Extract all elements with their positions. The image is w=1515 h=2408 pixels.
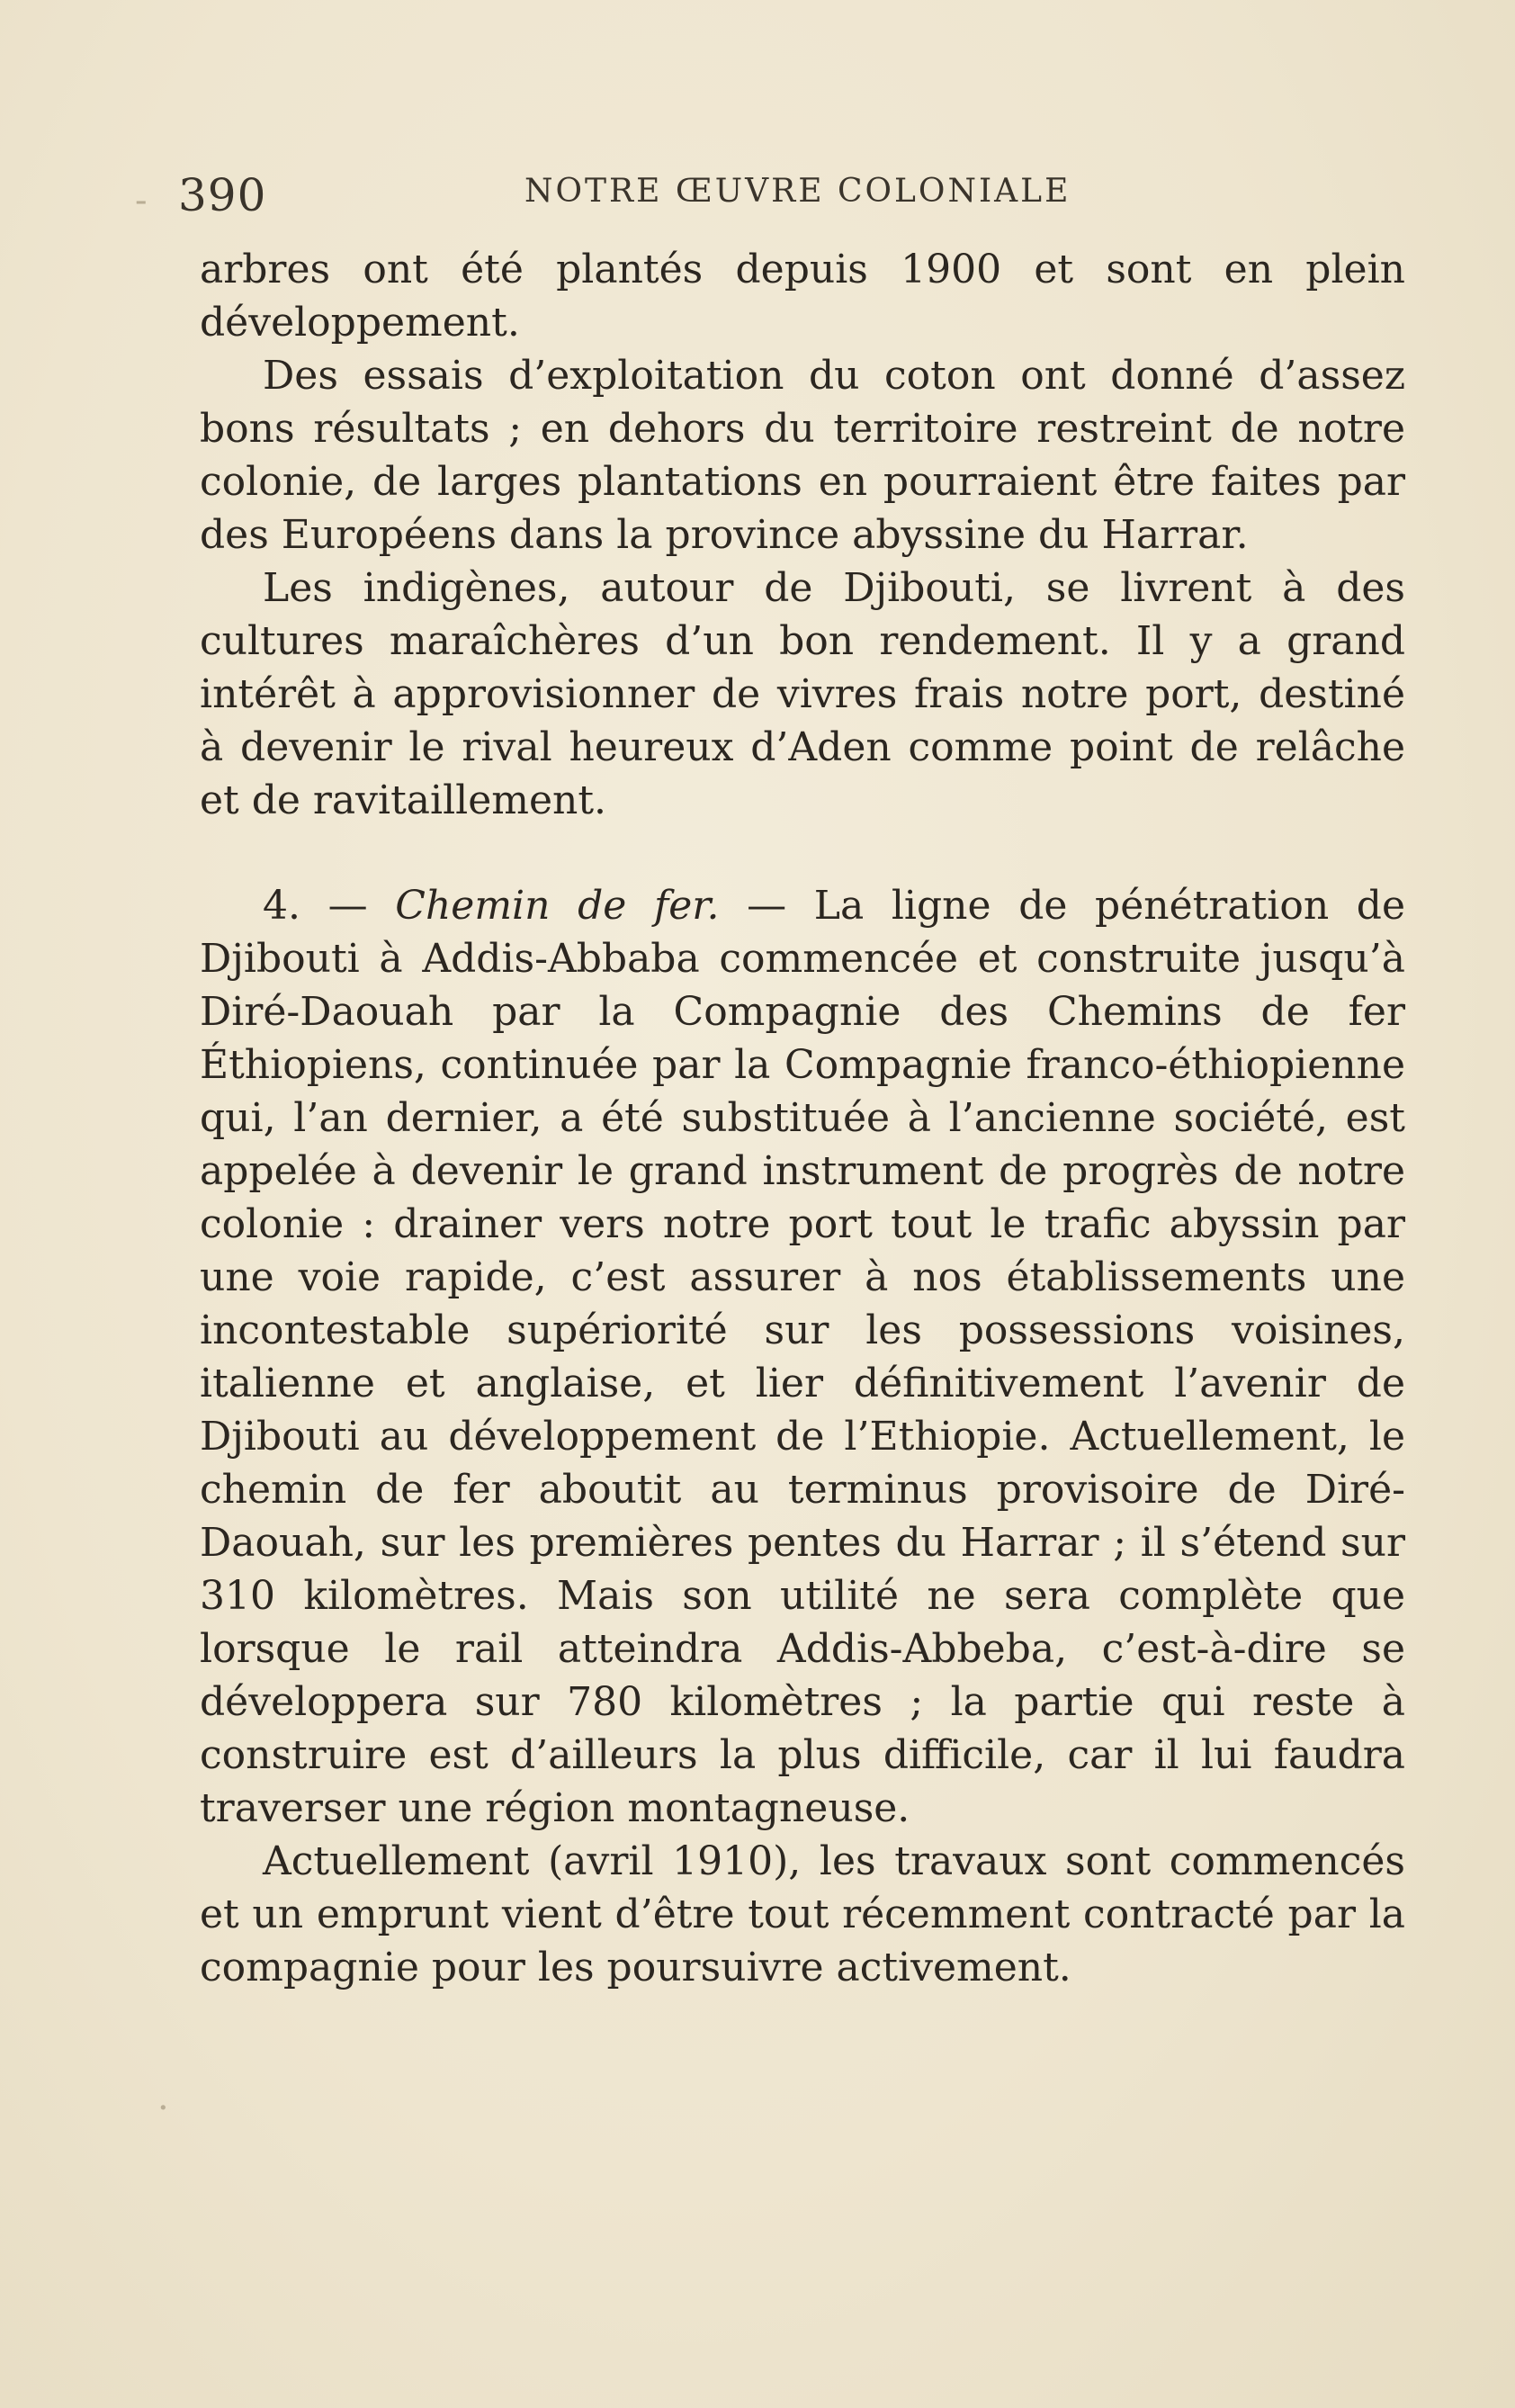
section-paragraph: [200, 879, 1405, 1835]
running-title: NOTRE ŒUVRE COLONIALE: [524, 173, 1071, 210]
margin-mark: ·: [157, 2088, 169, 2129]
body-text: [200, 243, 1405, 1994]
paragraph: arbres ont été plantés depuis 1900 et sont en plein développement.: [200, 247, 1405, 346]
section-title: Chemin de fer.: [395, 883, 720, 929]
paragraph: Actuellement (avril 1910), les travaux sont commencés et un emprunt vient d’être tout récemment contracté par la compagnie pour les poursuivre activement.: [200, 1838, 1405, 1990]
section-number: 4. —: [263, 883, 396, 929]
paragraph: Des essais d’exploitation du coton ont donné d’assez bons résultats ; en dehors du territoire restreint de notre colonie, de larges plantations en pourraient être faites par des Européens dans la province abyssine du Harrar.: [200, 353, 1405, 558]
margin-mark: -: [135, 180, 148, 221]
section-body: — La ligne de pénétration de Djibouti à Addis-Abbaba commencée et construite jusqu’à Diré-Daouah par la Compagnie des Chemins de fer Éthiopiens, continuée par la Compagnie franco-éthiopienne qui, l’an dernier, a été substituée à l’ancienne société, est appelée à devenir le grand instrument de progrès de notre colonie : drainer vers notre port tout le trafic abyssin par une voie rapide, c’est assurer à nos établissements une incontestable supériorité sur les possessions voisines, italienne et anglaise, et lier définitivement l’avenir de Djibouti au développement de l’Ethiopie. Actuellement, le chemin de fer aboutit au terminus provisoire de Diré-Daouah, sur les premières pentes du Harrar ; il s’étend sur 310 kilomètres. Mais son utilité ne sera complète que lorsque le rail atteindra Addis-Abbeba, c’est-à-dire se développera sur 780 kilomètres ; la partie qui reste à construire est d’ailleurs la plus difficile, car il lui faudra traverser une région montagneuse.: [200, 883, 1406, 1831]
page-number: 390: [178, 169, 267, 221]
section-gap: [200, 827, 1405, 879]
paragraph: Les indigènes, autour de Djibouti, se livrent à des cultures maraîchères d’un bon rendement. Il y a grand intérêt à approvisionner de vivres frais notre port, destiné à devenir le rival heureux d’Aden comme point de relâche et de ravitaillement.: [200, 565, 1405, 823]
page-header: [178, 162, 1438, 225]
